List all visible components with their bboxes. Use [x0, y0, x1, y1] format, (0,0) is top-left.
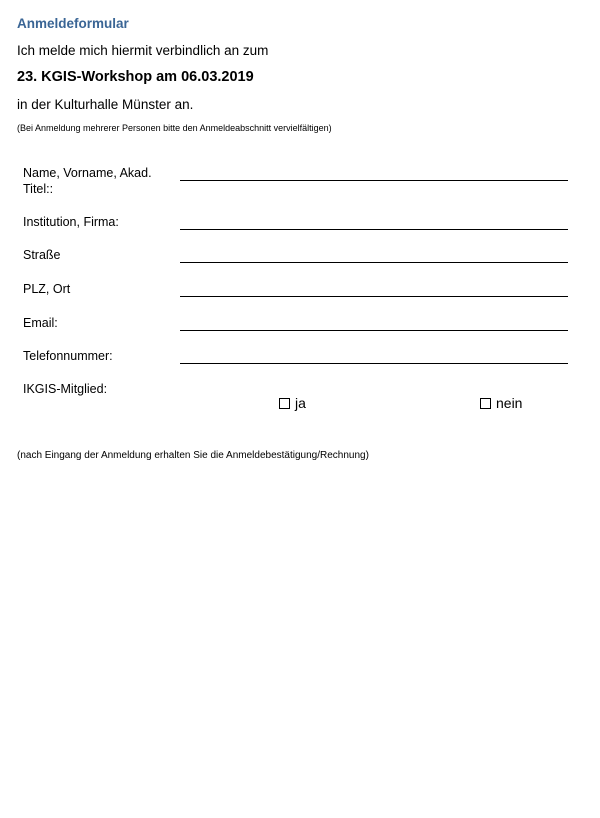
intro-text: Ich melde mich hiermit verbindlich an zum: [17, 43, 269, 58]
membership-label: IKGIS-Mitglied:: [23, 382, 108, 396]
checkbox-no[interactable]: [480, 398, 491, 409]
phone-field-label: Telefonnummer:: [23, 349, 113, 363]
option-yes-label: ja: [295, 395, 306, 411]
institution-field[interactable]: [180, 229, 568, 230]
footer-note: (nach Eingang der Anmeldung erhalten Sie die Anmeldebestätigung/Rechnung): [17, 450, 369, 461]
name-field[interactable]: [180, 180, 568, 181]
street-field[interactable]: [180, 262, 568, 263]
membership-option-yes[interactable]: [279, 395, 306, 411]
email-field[interactable]: [180, 330, 568, 331]
institution-field-label: Institution, Firma:: [23, 215, 119, 229]
checkbox-yes[interactable]: [279, 398, 290, 409]
postal-city-field-label: PLZ, Ort: [23, 282, 71, 296]
membership-option-no[interactable]: [480, 395, 522, 411]
street-field-label: Straße: [23, 248, 61, 262]
event-title: 23. KGIS-Workshop am 06.03.2019: [17, 69, 254, 85]
postal-city-field[interactable]: [180, 296, 568, 297]
venue-text: in der Kulturhalle Münster an.: [17, 97, 194, 112]
email-field-label: Email:: [23, 316, 58, 330]
phone-field[interactable]: [180, 363, 568, 364]
form-title: Anmeldeformular: [17, 16, 129, 31]
name-field-label: Name, Vorname, Akad. Titel::: [23, 166, 152, 196]
option-no-label: nein: [496, 395, 523, 411]
copy-note: (Bei Anmeldung mehrerer Personen bitte den Anmeldeabschnitt vervielfältigen): [17, 123, 332, 133]
